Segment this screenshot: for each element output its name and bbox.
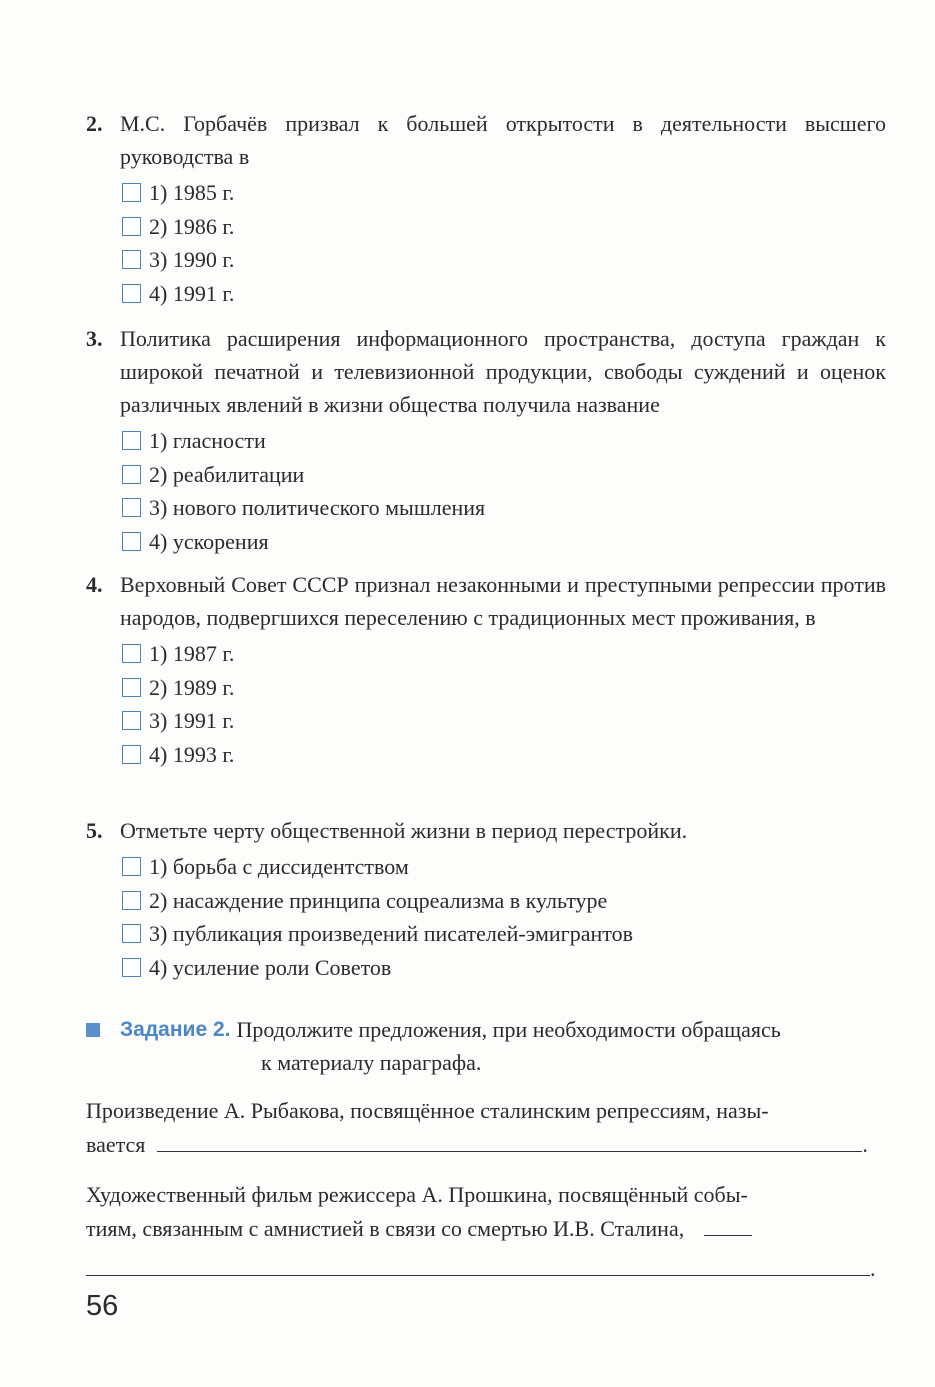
option[interactable] <box>122 243 886 277</box>
option[interactable] <box>122 884 886 918</box>
checkbox[interactable] <box>122 958 141 977</box>
sentence-1 <box>86 1094 882 1162</box>
task-instruction-cont: к материалу параграфа. <box>261 1050 482 1075</box>
option-label: 2) насаждение принципа соцреализма в культуре <box>149 887 608 913</box>
checkbox[interactable] <box>122 532 141 551</box>
options-list <box>122 176 886 310</box>
task-2 <box>86 1013 886 1079</box>
question-4 <box>86 568 886 771</box>
checkbox[interactable] <box>122 284 141 303</box>
option[interactable] <box>122 637 886 671</box>
option-label: 3) нового политического мышления <box>149 495 486 520</box>
period: . <box>862 1132 868 1157</box>
options-list <box>122 424 886 558</box>
checkbox[interactable] <box>122 924 141 943</box>
checkbox[interactable] <box>122 183 141 202</box>
question-3 <box>86 322 886 558</box>
sentence-1-line-2: вается <box>86 1132 146 1157</box>
checkbox[interactable] <box>122 678 141 697</box>
question-number: 2. <box>86 111 103 136</box>
question-5 <box>86 814 886 984</box>
option[interactable] <box>122 176 886 210</box>
option-label: 3) 1990 г. <box>149 247 235 272</box>
checkbox[interactable] <box>122 644 141 663</box>
sentence-2-line-2: тиям, связанным с амнистией в связи со смертью И.В. Сталина, <box>86 1216 685 1241</box>
option[interactable] <box>122 850 886 884</box>
option[interactable] <box>122 671 886 705</box>
task-label: Задание 2. <box>120 1018 231 1041</box>
answer-blank-1[interactable] <box>157 1131 862 1152</box>
option[interactable] <box>122 458 886 492</box>
checkbox[interactable] <box>122 891 141 910</box>
answer-blank-2b[interactable] <box>86 1255 870 1276</box>
option-label: 4) 1991 г. <box>149 280 235 306</box>
page-number: 56 <box>86 1290 119 1322</box>
option[interactable] <box>122 424 886 458</box>
option[interactable] <box>122 525 886 559</box>
option-label: 4) усиление роли Советов <box>149 954 392 980</box>
checkbox[interactable] <box>122 217 141 236</box>
option[interactable] <box>122 738 886 772</box>
option-label: 2) 1986 г. <box>149 213 235 239</box>
option[interactable] <box>122 917 886 951</box>
option-label: 1) 1987 г. <box>149 641 235 666</box>
question-text: Верховный Совет СССР признал незаконными и преступными репрессии против народов, подвергшихся переселению с традиционных мест проживания, в <box>120 572 886 630</box>
question-number: 3. <box>86 326 103 351</box>
option[interactable] <box>122 704 886 738</box>
option[interactable] <box>122 210 886 244</box>
checkbox[interactable] <box>122 465 141 484</box>
options-list <box>122 637 886 771</box>
option-label: 2) 1989 г. <box>149 674 235 700</box>
sentence-1-line-1: Произведение А. Рыбакова, посвящённое сталинским репрессиям, назы- <box>86 1098 769 1123</box>
sentence-2-line-1: Художественный фильм режиссера А. Прошкина, посвящённый собы- <box>86 1182 748 1207</box>
question-text: М.С. Горбачёв призвал к большей открытости в деятельности высшего руководства в <box>120 111 886 169</box>
option-label: 3) 1991 г. <box>149 708 235 733</box>
options-list <box>122 850 886 984</box>
question-text: Политика расширения информационного пространства, доступа граждан к широкой печатной и телевизионной продукции, свободы суждений и оценок различных явлений в жизни общества получила название <box>120 326 886 417</box>
task-marker-icon <box>86 1023 100 1037</box>
option-label: 4) ускорения <box>149 528 269 554</box>
question-text: Отметьте черту общественной жизни в период перестройки. <box>120 818 688 843</box>
question-number: 4. <box>86 572 103 597</box>
checkbox[interactable] <box>122 857 141 876</box>
sentence-2 <box>86 1178 882 1286</box>
option-label: 1) борьба с диссидентством <box>149 854 409 879</box>
task-instruction: Продолжите предложения, при необходимости обращаясь <box>236 1017 781 1042</box>
option-label: 2) реабилитации <box>149 461 305 487</box>
option[interactable] <box>122 277 886 311</box>
checkbox[interactable] <box>122 250 141 269</box>
option-label: 1) гласности <box>149 428 266 453</box>
option-label: 4) 1993 г. <box>149 741 235 767</box>
period: . <box>870 1256 876 1281</box>
option-label: 1) 1985 г. <box>149 180 235 205</box>
checkbox[interactable] <box>122 431 141 450</box>
option[interactable] <box>122 491 886 525</box>
checkbox[interactable] <box>122 711 141 730</box>
option-label: 3) публикация произведений писателей-эмигрантов <box>149 921 633 946</box>
checkbox[interactable] <box>122 498 141 517</box>
option[interactable] <box>122 951 886 985</box>
answer-blank-2a[interactable] <box>704 1215 752 1236</box>
checkbox[interactable] <box>122 745 141 764</box>
question-number: 5. <box>86 818 103 843</box>
question-2 <box>86 107 886 310</box>
